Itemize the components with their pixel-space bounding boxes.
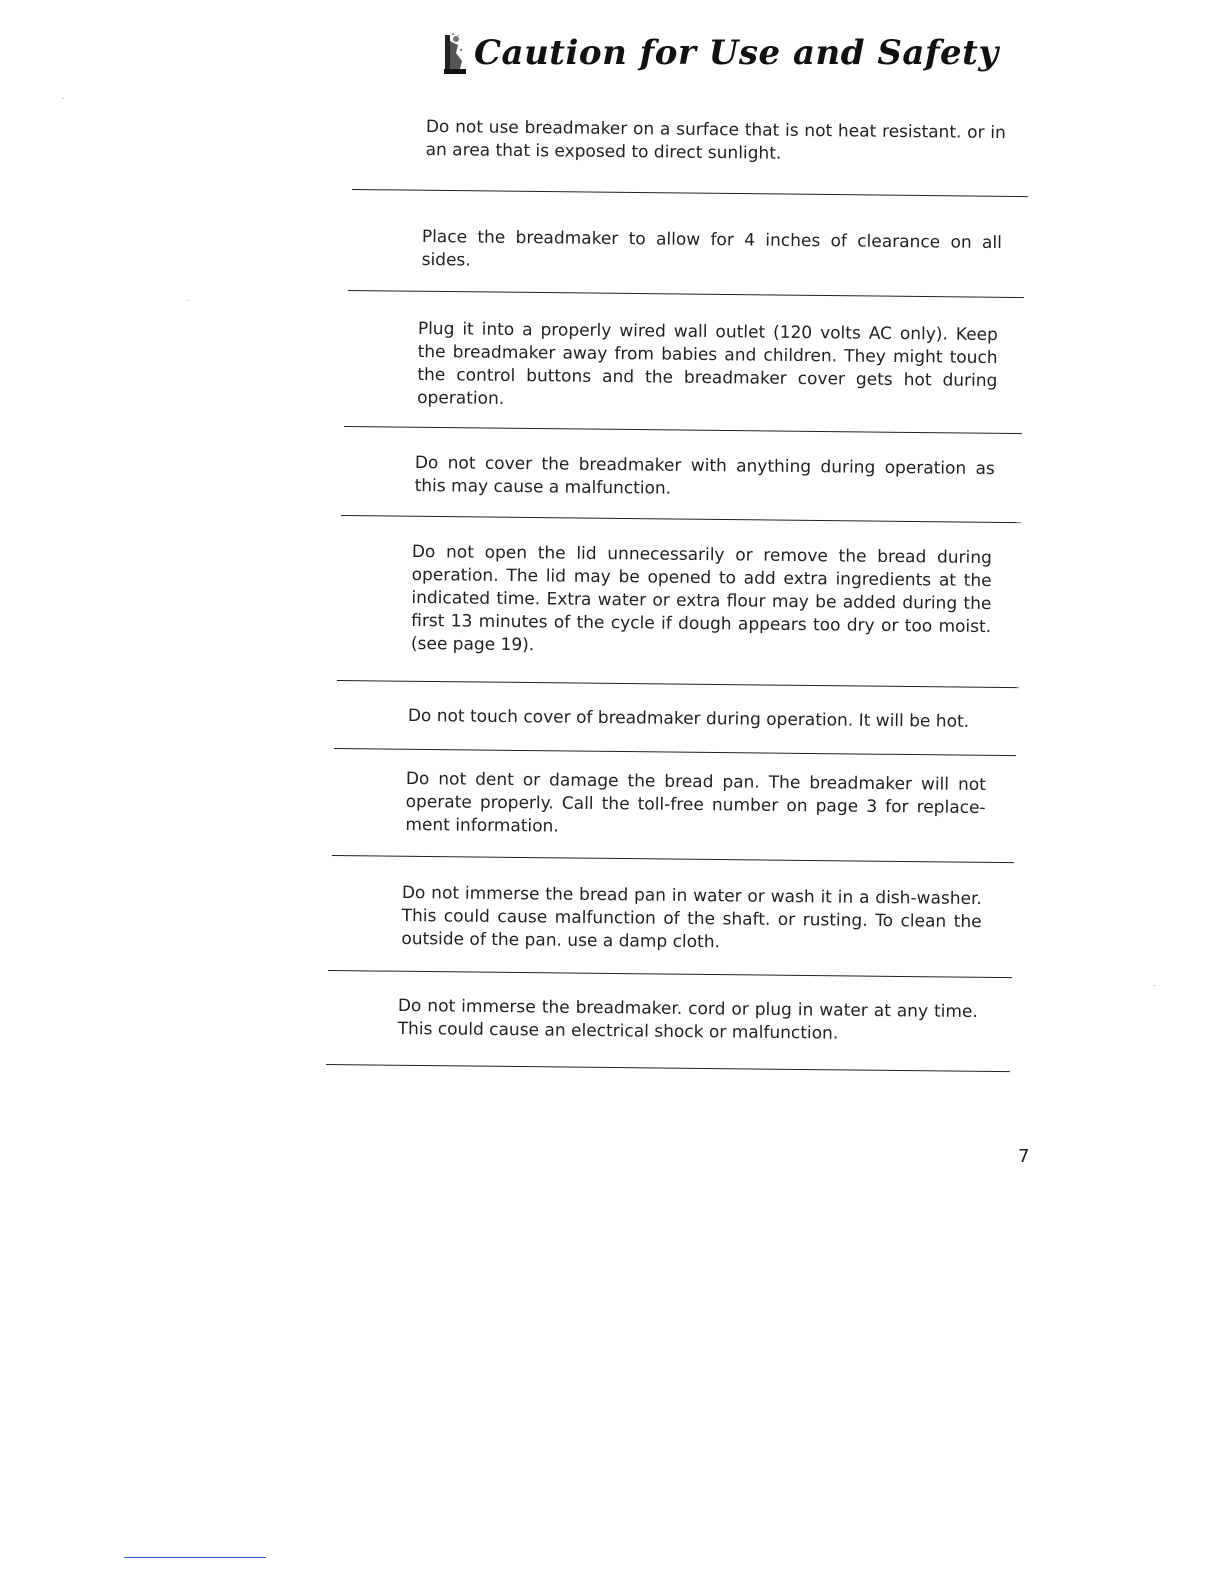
item-divider-2 — [348, 290, 1024, 298]
page-title: Caution for Use and Safety — [474, 33, 999, 73]
caution-item-5: Do not open the lid unnecessarily or remove the bread during operation. The lid may be opened to add extra ingredients at the indicated time. Extra water or extra flour may be added during the first 13 minutes of the cycle if dough appears too dry or too moist. (see page 19). — [410, 541, 992, 656]
caution-item-1: Do not use breadmaker on a surface that is not heat resistant. or in an area that is exposed to direct sunlight. — [425, 116, 1006, 164]
item-divider-3 — [344, 426, 1022, 434]
page-header — [442, 18, 1062, 88]
caution-item-8: Do not immerse the bread pan in water or wash it in a dish-washer. This could cause malfunction of the shaft. or rusting. To clean the outside of the pan. use a damp cloth. — [401, 882, 982, 953]
item-divider-9 — [326, 1064, 1010, 1072]
caution-item-2: Place the breadmaker to allow for 4 inches of clearance on all sides. — [421, 226, 1002, 271]
scan-speck — [1153, 985, 1155, 986]
item-divider-4 — [341, 515, 1021, 523]
scan-speck — [62, 98, 64, 99]
item-divider-7 — [332, 855, 1014, 863]
caution-item-4: Do not cover the breadmaker with anything during operation as this may cause a malfunction. — [414, 452, 995, 499]
item-divider-1 — [352, 189, 1028, 197]
caution-item-7: Do not dent or damage the bread pan. The breadmaker will not operate properly. Call the toll-free number on page 3 for replace-ment information. — [405, 768, 986, 837]
caution-figure-icon — [442, 31, 468, 75]
item-divider-6 — [334, 748, 1016, 756]
caution-item-6: Do not touch cover of breadmaker during operation. It will be hot. — [407, 705, 970, 732]
scan-speck — [187, 300, 189, 301]
item-divider-5 — [337, 680, 1019, 688]
item-divider-8 — [328, 970, 1012, 978]
page-number: 7 — [1018, 1146, 1030, 1167]
caution-item-3: Plug it into a properly wired wall outlet (120 volts AC only). Keep the breadmaker away from babies and children. They might touch the control buttons and the breadmaker cover gets hot during operation. — [417, 318, 998, 409]
caution-item-9: Do not immerse the breadmaker. cord or plug in water at any time. This could cause an electrical shock or malfunction. — [397, 995, 978, 1044]
footer-rule — [124, 1557, 266, 1558]
